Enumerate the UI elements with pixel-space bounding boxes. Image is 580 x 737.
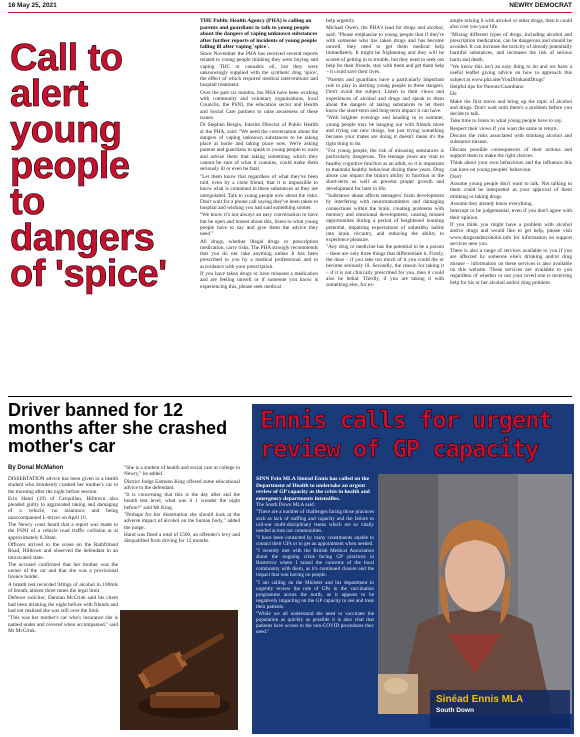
paragraph: "There are a number of challenges facing those practices such as lack of staffing and capacity and the failure to roll-out multi-disciplinary teams which are so vitally needed across our communities. <box>256 509 374 534</box>
section-divider <box>8 396 572 397</box>
paragraph: "I recently met with the British Medical Association about the ongoing crisis facing GP practices in Rostrevor where I raised the concerns of the local community with them, as it's continued closure and the impact that was having on people. <box>256 548 374 579</box>
paragraph: "We know it's not always an easy conversation to have but be open and honest about this, listen to what young people have to say and give them the advice they need." <box>200 212 318 238</box>
paragraph: Helpful tips for Parents/Guardians: <box>450 83 525 90</box>
spice-column-3 <box>450 18 572 287</box>
paragraph: ample mixing it with alcohol or other drugs, then it could also cost you your life. <box>450 18 572 31</box>
paragraph: Think about your own behaviours and the influence this can have on young peoples' behaviour. <box>450 160 572 173</box>
paragraph: Officers arrived to the scene on the Rathfriland Road, Hilltown and observed the defendant in an intoxicated state. <box>8 541 118 561</box>
ennis-column <box>256 476 374 636</box>
driver-byline: By Donal McMahon <box>8 465 64 471</box>
spice-headline <box>10 37 192 295</box>
paragraph: Do <box>450 91 457 98</box>
paragraph: "I have been contacted by many constituents unable to contact their GPs or to get an appointment when needed. <box>256 534 374 547</box>
paragraph: Discuss the risks associated with drinking alcohol and substance misuse. <box>450 133 572 146</box>
paragraph: All drugs, whether illegal drugs or prescription medication, carry risks. The PHA strongly recommends that you do not take anything unless it has been prescribed to you by a medical professional and in accordance with your prescription. <box>200 238 318 270</box>
page-header <box>8 2 572 13</box>
paragraph: DISSERTATION advice has been given to a health student who drunkenly crashed her mother's car in the morning after the night before session. <box>8 476 118 495</box>
paragraph: "We know this isn't an easy thing to do and we have a useful leaflet giving advice on how to approach this subject at www.pha.site/YouDrinkandDrugs" <box>450 64 572 83</box>
paragraph: Since November the PHA has received several reports related to young people thinking they were buying and vaping THC or cannabis oil, but they were unknowingly supplied with the synthetic drug 'spice', the effect of which required medical interventions and hospital treatment. <box>200 50 318 89</box>
headline-line: dangers <box>10 217 155 259</box>
paragraph: Make the first move and bring up the topic of alcohol and drugs. Don't wait until there's a problem before you decide to talk. <box>450 98 572 118</box>
paragraph: District Judge Eamonn King offered some educational advice to the defendant. <box>124 478 240 491</box>
paragraph: Hand was fined a total of £500, an offender's levy and disqualified from driving for 12 months. <box>124 531 240 545</box>
headline-line: young <box>10 109 122 151</box>
paragraph: Assume young people don't want to talk. Not talking to them could be interpreted as your approval of them drinking or taking drugs. <box>450 181 572 200</box>
paragraph: Take time to listen to what young people have to say. <box>450 118 563 125</box>
spice-column-1 <box>200 18 318 291</box>
paragraph: "She is a student of health and social care at college in Newry," he added. <box>124 465 240 478</box>
paper-name: NEWRY DEMOCRAT <box>509 2 572 9</box>
paragraph: Erin Hand (19) of Carquillan, Hilltown also pleaded guilty to aggravated taking and damaging of a vehicle, no insurance and being unaccompanied L-driver on April 10. <box>8 495 118 521</box>
ennis-photo <box>378 474 572 714</box>
photo-caption <box>430 690 570 728</box>
paragraph: Defence solicitor, Damian McCrink said his client had been drinking the night before with friends and had not realised she was still over the limit. <box>8 595 118 614</box>
spice-lead: THE Public Health Agency (PHA) is calling on parents and guardians to talk to young people about the dangers of vaping unknown substances after further reports of incidents of young people falling ill after vaping 'spice'. <box>200 18 318 51</box>
spice-column-2 <box>326 18 444 289</box>
page-date: 16 May 25, 2021 <box>8 2 57 9</box>
paragraph: "This was her mother's car who's insurance she is named under and covered when accompanied," said Mr McCrink. <box>8 615 118 634</box>
paragraph: There is also a range of services available to you if you are affected by someone else's drinking and/or drug misuse – information on these services is also available on this website. These services are available to you regardless of whether or not your loved one is receiving help for his or her alcohol and/or drug problem. <box>450 248 572 286</box>
paragraph: Interrupt or be judgemental, even if you don't agree with their opinion. <box>450 208 572 221</box>
paragraph: If you think you might have a problem with alcohol and/or drugs and would like to get help, please visit www.drugsandalcoholni.info for information on support services near you. <box>450 221 572 247</box>
paragraph: A breath test recorded 94mgs of alcohol in 100mls of breath, almost three times the legal limit. <box>8 581 118 595</box>
paragraph: "Let them know that regardless of what they've been told, even by a close friend, that it is impossible to know what is contained in these substances as they are unregulated. Talk to young people now about the risks. Don't wait for a phone call saying they've been taken to hospital and wishing you had said something sooner. <box>200 173 318 212</box>
spice-col1-body <box>200 51 318 290</box>
paragraph: "Mixing different types of drugs, including alcohol and prescription medication, can be dangerous and should be avoided. It can increase the toxicity of already potentially harmful substances, and increases the risk of serious harm and death. <box>450 31 572 63</box>
paragraph: "I am calling on the Minister and his department to urgently review the role of GPs in the vaccination programme across the north, as it appears to be negatively impacting on the GP capacity to see and treat their patients. <box>256 579 374 610</box>
headline-line: Call to <box>10 37 123 79</box>
driver-headline: Driver banned for 12 months after she crashed mother's car <box>8 400 228 456</box>
paragraph: "While we all understand the need to vaccinate the population as quickly as possible it is also vital that patients have access to the non-COVID procedures they need." <box>256 610 374 636</box>
paragraph: The South Down MLA said: <box>256 502 316 509</box>
paragraph: Dr Stephen Bergin, Interim Director of Public Health at the PHA, said: "We need the conversation about the dangers of vaping unknown substances to be taking place at home and taking place now. We're asking parents and guardians to speak to young people to warn and advise them that taking something which they cannot be sure of what it contains, could make them seriously ill or even be fatal. <box>200 122 318 173</box>
paragraph: "Any drug or medicine has the potential to be a poison – there are only three things that differentiate it. Firstly, the dose – if you take too much of it you could die or become seriously ill. Secondly, the reason for taking it – if it is not clinically prescribed for you, then it could also be lethal. Thirdly, if you are taking it with something else, for ex- <box>326 244 444 289</box>
spice-col3-body <box>450 18 572 286</box>
caption-constituency: South Down <box>436 707 474 714</box>
paragraph: If you have taken drugs or have misused a medication and are feeling unwell or if someone you know is experiencing this, please seek medical <box>200 271 318 290</box>
headline-line: alert <box>10 73 88 115</box>
headline-line: of 'spice' <box>10 253 167 295</box>
paragraph: Don't <box>450 173 462 180</box>
spice-col2-body <box>326 18 444 288</box>
paragraph: The Newry court heard that a report was made to the PSNI of a vehicle road traffic collision at at approximately 8.30am. <box>8 522 118 541</box>
paragraph: Over the past six months, the PHA have been working with community and voluntary organisations, local Councils, the PSNI, the education sector and Health and Social Care partners to raise awareness of these issues. <box>200 89 318 121</box>
headline-line: people <box>10 145 130 187</box>
ennis-headline: Ennis calls for urgent review of GP capacity <box>260 406 552 463</box>
paragraph: Michael Owen, the PHA's lead for drugs and alcohol, said: "Please emphasise to young people that if they're with someone who has taken drugs and has become unwell, they need to get them medical help immediately. It might be frightening and they will be scared of getting in to trouble, but they need to seek out help for their friends, stay with them and get them help – it could save their lives. <box>326 25 444 76</box>
paragraph: "For young people, the risk of misusing substances is particularly dangerous. The teenage years are vital to healthy cognitive function as an adult, so it is important to maintain healthy behaviour during these years. Drug abuse can impact the brain's ability to function in the short-term as well as prevent proper growth and development for later in life. <box>326 147 444 192</box>
paragraph: Assume they already know everything. <box>450 201 533 208</box>
driver-column-1 <box>8 476 118 635</box>
driver-col2-body <box>124 465 240 545</box>
caption-name: Sinéad Ennis MLA <box>436 694 524 705</box>
driver-column-2 <box>124 465 240 546</box>
paragraph: Discuss possible consequences of their actions and support them to make the right choices. <box>450 146 572 159</box>
driver-col1-body <box>8 476 118 634</box>
paragraph: help urgently. <box>326 18 355 24</box>
paragraph: "It is concerning that this is the day after and the breath test level, what was it 1 wonder the night before?" said Mr King. <box>124 492 240 511</box>
paragraph: Respect their views if you want the same in return. <box>450 125 558 132</box>
ennis-body <box>256 502 374 635</box>
gavel-image <box>120 610 238 730</box>
ennis-lead: SINN Fein MLA Sinéad Ennis has called on the Department of Health to undertake an urgent review of GP capacity as the crisis in health and emergency departments intensifies. <box>256 476 370 502</box>
paragraph: "Perhaps for her dissertation she should look at the adverse impact of alcohol on the human body," added the judge. <box>124 512 240 531</box>
paragraph: "With brighter evenings and heading in to summer, young people may be hanging out with friends more and trying out new things, but just trying something because your mates are doing it doesn't mean it's the right thing to do. <box>326 115 444 147</box>
headline-line: to <box>10 181 45 223</box>
paragraph: "Substance abuse affects teenagers' brain development by interfering with neurotransmitters and damaging connections within the brain, creating problems with memory and emotional development, causing missed opportunities during a period of heightened learning potential, impairing expectations of unhealthy habits into brain circuitry, and reducing the ability to experience pleasure. <box>326 193 444 244</box>
paragraph: "Parents and guardians have a particularly important role to play in alerting young people to these dangers. Don't avoid the subject. Listen to their views and experiences of alcohol and drugs and speak to them about the dangers of taking substances to let them know the short-term and long-term impact it can have. <box>326 76 444 115</box>
paragraph: The accused confirmed that her mother was the owner of the car and that she was a provisional licence holder. <box>8 561 118 581</box>
